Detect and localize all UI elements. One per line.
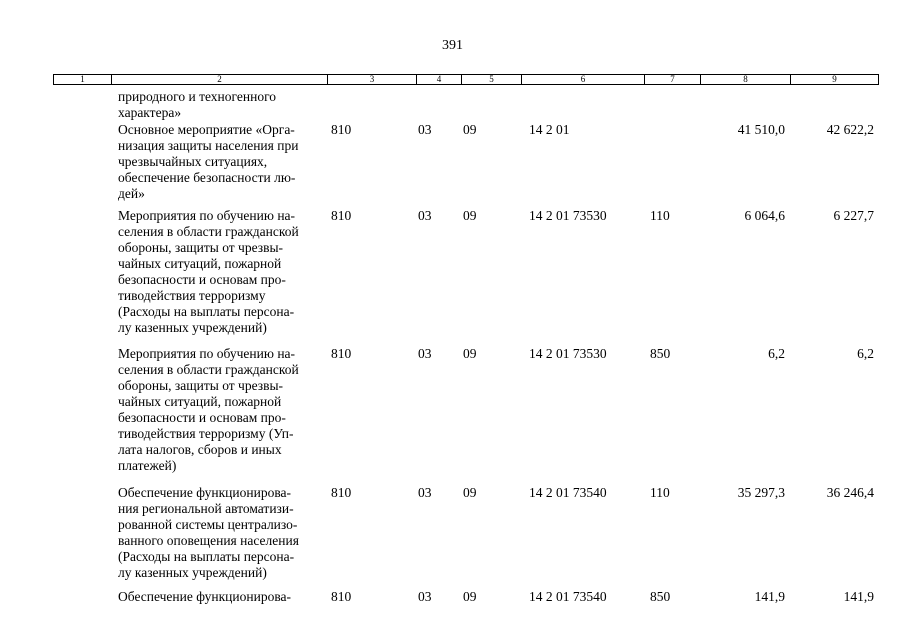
target-article-code: 14 2 01 73540 [529, 589, 607, 604]
subsection-code: 09 [463, 122, 477, 137]
description-line: Мероприятия по обучению на- [118, 346, 296, 361]
amount-year-2: 42 622,2 [826, 122, 874, 137]
description-line: рованной системы централизо- [118, 517, 298, 532]
description-line: (Расходы на выплаты персона- [118, 304, 295, 319]
description-line: Основное мероприятие «Орга- [118, 122, 295, 137]
amount-year-1: 6 064,6 [744, 208, 785, 223]
header-col-5: 5 [461, 75, 521, 84]
amount-year-2: 36 246,4 [826, 485, 874, 500]
description-line: селения в области гражданской [118, 362, 299, 377]
expense-type-code: 110 [650, 208, 670, 223]
admin-code: 810 [331, 485, 352, 500]
target-article-code: 14 2 01 73540 [529, 485, 607, 500]
description-line: чайных ситуаций, пожарной [118, 394, 282, 409]
subsection-code: 09 [463, 589, 477, 604]
description-line: Обеспечение функционирова- [118, 589, 292, 604]
description-line: низация защиты населения при [118, 138, 299, 153]
admin-code: 810 [331, 208, 352, 223]
header-col-4: 4 [416, 75, 461, 84]
amount-year-2: 6 227,7 [833, 208, 874, 223]
header-col-7: 7 [644, 75, 700, 84]
description-line: селения в области гражданской [118, 224, 299, 239]
description-line: лу казенных учреждений) [118, 320, 267, 335]
header-col-2: 2 [111, 75, 327, 84]
description-line: Обеспечение функционирова- [118, 485, 292, 500]
section-code: 03 [418, 122, 432, 137]
row-description [118, 208, 328, 336]
header-col-6: 6 [521, 75, 644, 84]
description-line: безопасности и основам про- [118, 272, 286, 287]
expense-type-code: 850 [650, 346, 671, 361]
description-line: ния региональной автоматизи- [118, 501, 294, 516]
header-col-9: 9 [790, 75, 878, 84]
page-number: 391 [442, 38, 463, 53]
description-line: Мероприятия по обучению на- [118, 208, 296, 223]
description-line: тиводействия терроризму [118, 288, 266, 303]
amount-year-2: 6,2 [857, 346, 874, 361]
admin-code: 810 [331, 346, 352, 361]
row-description [118, 589, 328, 605]
admin-code: 810 [331, 122, 352, 137]
row-description [118, 346, 328, 474]
amount-year-2: 141,9 [843, 589, 874, 604]
section-code: 03 [418, 589, 432, 604]
amount-year-1: 41 510,0 [737, 122, 785, 137]
amount-year-1: 6,2 [768, 346, 785, 361]
section-code: 03 [418, 346, 432, 361]
target-article-code: 14 2 01 73530 [529, 346, 607, 361]
description-line: ванного оповещения населения [118, 533, 299, 548]
description-line: платежей) [118, 458, 177, 473]
description-line: лу казенных учреждений) [118, 565, 267, 580]
target-article-code: 14 2 01 73530 [529, 208, 607, 223]
table-header [53, 74, 879, 85]
description-line: дей» [118, 186, 145, 201]
description-line: чрезвычайных ситуациях, [118, 154, 268, 169]
description-line: характера» [118, 105, 182, 120]
description-line: чайных ситуаций, пожарной [118, 256, 282, 271]
expense-type-code: 110 [650, 485, 670, 500]
row-description [118, 122, 328, 202]
subsection-code: 09 [463, 208, 477, 223]
row-description [118, 89, 328, 121]
header-col-3: 3 [327, 75, 416, 84]
section-code: 03 [418, 485, 432, 500]
description-line: обороны, защиты от чрезвы- [118, 378, 284, 393]
row-description [118, 485, 328, 581]
description-line: обороны, защиты от чрезвы- [118, 240, 284, 255]
header-col-8: 8 [700, 75, 790, 84]
section-code: 03 [418, 208, 432, 223]
amount-year-1: 35 297,3 [737, 485, 785, 500]
description-line: лата налогов, сборов и иных [118, 442, 282, 457]
subsection-code: 09 [463, 485, 477, 500]
admin-code: 810 [331, 589, 352, 604]
description-line: безопасности и основам про- [118, 410, 286, 425]
description-line: природного и техногенного [118, 89, 277, 104]
description-line: тиводействия терроризму (Уп- [118, 426, 294, 441]
expense-type-code: 850 [650, 589, 671, 604]
subsection-code: 09 [463, 346, 477, 361]
target-article-code: 14 2 01 [529, 122, 570, 137]
description-line: (Расходы на выплаты персона- [118, 549, 295, 564]
description-line: обеспечение безопасности лю- [118, 170, 296, 185]
header-col-1: 1 [80, 74, 85, 84]
amount-year-1: 141,9 [754, 589, 785, 604]
